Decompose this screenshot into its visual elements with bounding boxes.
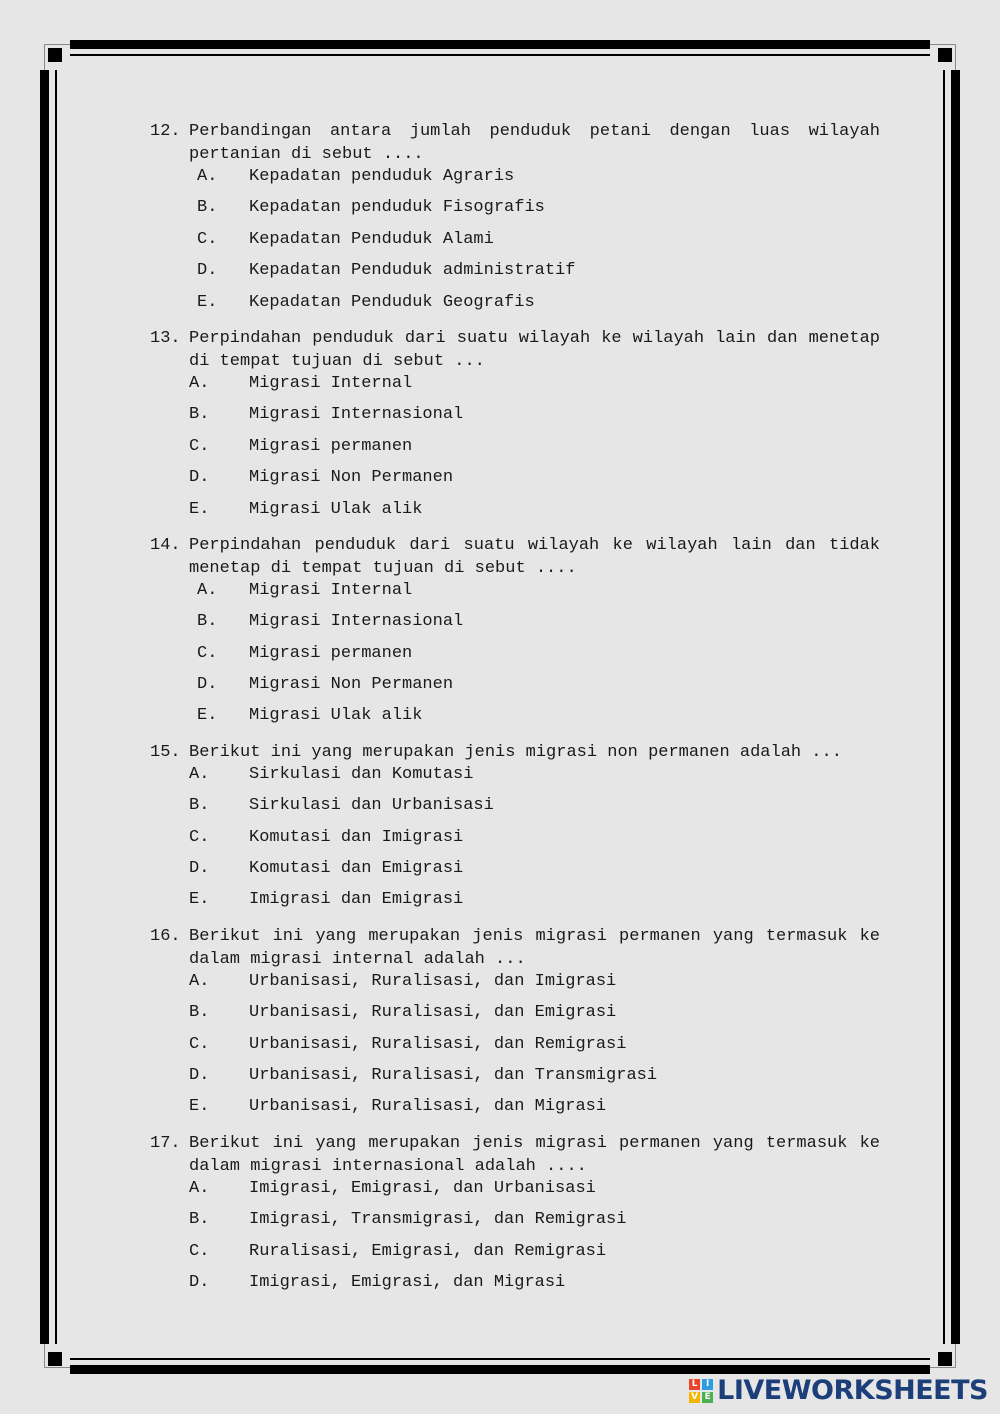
question-17 (150, 1132, 880, 1304)
option-text: Kepadatan penduduk Fisografis (249, 198, 545, 218)
option-text: Migrasi Non Permanen (249, 468, 454, 488)
question-number: 13. (150, 328, 181, 348)
page-border-inner-top (70, 54, 930, 56)
option-letter: E. (189, 499, 210, 519)
option-d (197, 674, 880, 705)
option-letter: E. (197, 292, 218, 312)
option-e (189, 889, 880, 920)
page-border-inner-left (55, 70, 57, 1344)
option-b (189, 1002, 880, 1033)
option-text: Kepadatan Penduduk administratif (249, 261, 576, 281)
option-letter: B. (189, 1003, 210, 1023)
question-number: 17. (150, 1133, 181, 1153)
question-text: Berikut ini yang merupakan jenis migrasi permanen yang termasuk ke dalam migrasi internal adalah ... (189, 926, 880, 969)
question-list (150, 120, 880, 1307)
option-text: Imigrasi, Transmigrasi, dan Remigrasi (249, 1210, 627, 1230)
question-text: Perpindahan penduduk dari suatu wilayah ke wilayah lain dan tidak menetap di tempat tujuan di sebut .... (189, 535, 880, 578)
option-text: Migrasi Internasional (249, 405, 464, 425)
option-letter: A. (189, 971, 210, 991)
option-list (150, 373, 880, 530)
question-text: Berikut ini yang merupakan jenis migrasi permanen yang termasuk ke dalam migrasi internasional adalah .... (189, 1133, 880, 1176)
option-letter: C. (189, 827, 210, 847)
option-c (197, 229, 880, 260)
border-corner-top-right (938, 48, 952, 62)
option-d (189, 858, 880, 889)
question-number: 14. (150, 535, 181, 555)
option-letter: B. (189, 796, 210, 816)
liveworksheets-logo-icon (689, 1379, 713, 1403)
logo-tile-v: V (689, 1392, 700, 1403)
option-list (150, 580, 880, 737)
option-text: Migrasi permanen (249, 643, 413, 663)
option-b (189, 1209, 880, 1240)
option-text: Migrasi Ulak alik (249, 706, 423, 726)
option-text: Imigrasi dan Emigrasi (249, 890, 464, 910)
option-a (197, 166, 880, 197)
option-letter: C. (197, 643, 218, 663)
option-text: Sirkulasi dan Komutasi (249, 764, 474, 784)
option-text: Migrasi Internasional (249, 612, 464, 632)
option-a (189, 971, 880, 1002)
option-letter: B. (197, 612, 218, 632)
option-text: Kepadatan Penduduk Alami (249, 229, 494, 249)
option-e (189, 499, 880, 530)
option-letter: D. (189, 468, 210, 488)
option-text: Komutasi dan Imigrasi (249, 827, 464, 847)
option-letter: C. (189, 1241, 210, 1261)
option-letter: C. (189, 1034, 210, 1054)
option-letter: A. (189, 764, 210, 784)
option-letter: E. (189, 890, 210, 910)
option-c (189, 1034, 880, 1065)
border-corner-bottom-right (938, 1352, 952, 1366)
option-e (197, 292, 880, 323)
question-text: Perpindahan penduduk dari suatu wilayah ke wilayah lain dan menetap di tempat tujuan di sebut ... (189, 328, 880, 371)
border-corner-top-left (48, 48, 62, 62)
option-text: Urbanisasi, Ruralisasi, dan Emigrasi (249, 1003, 617, 1023)
option-d (189, 1065, 880, 1096)
option-letter: E. (189, 1097, 210, 1117)
option-list (150, 166, 880, 323)
option-d (189, 467, 880, 498)
option-text: Kepadatan Penduduk Geografis (249, 292, 535, 312)
option-letter: D. (197, 261, 218, 281)
question-text: Perbandingan antara jumlah penduduk petani dengan luas wilayah pertanian di sebut .... (189, 122, 880, 164)
option-letter: C. (197, 229, 218, 249)
question-14 (150, 534, 880, 737)
option-text: Komutasi dan Emigrasi (249, 859, 464, 879)
option-letter: A. (189, 373, 210, 393)
option-letter: D. (189, 859, 210, 879)
option-letter: A. (197, 167, 218, 186)
option-letter: D. (189, 1065, 210, 1085)
option-letter: D. (189, 1272, 210, 1292)
page-border-inner-right (943, 70, 945, 1344)
option-letter: E. (197, 706, 218, 726)
option-list (150, 1178, 880, 1304)
option-list (150, 764, 880, 921)
option-text: Migrasi Internal (249, 580, 413, 600)
option-list (150, 971, 880, 1128)
watermark-text: LIVEWORKSHEETS (717, 1375, 988, 1406)
option-letter: D. (197, 675, 218, 695)
option-text: Urbanisasi, Ruralisasi, dan Transmigrasi (249, 1065, 658, 1085)
option-c (197, 643, 880, 674)
option-d (197, 260, 880, 291)
option-text: Imigrasi, Emigrasi, dan Migrasi (249, 1272, 566, 1292)
liveworksheets-watermark (689, 1375, 988, 1406)
option-text: Migrasi Internal (249, 373, 413, 393)
page-border-left (40, 70, 49, 1344)
option-a (189, 1178, 880, 1209)
option-letter: B. (189, 1210, 210, 1230)
option-text: Sirkulasi dan Urbanisasi (249, 796, 494, 816)
question-number: 12. (150, 122, 181, 141)
question-16 (150, 925, 880, 1128)
question-13 (150, 327, 880, 530)
option-e (189, 1096, 880, 1127)
option-text: Migrasi permanen (249, 436, 413, 456)
question-15 (150, 741, 880, 921)
option-a (197, 580, 880, 611)
option-c (189, 436, 880, 467)
option-text: Migrasi Ulak alik (249, 499, 423, 519)
page-border-bottom (70, 1365, 930, 1374)
logo-tile-i: I (702, 1379, 713, 1390)
logo-tile-l: L (689, 1379, 700, 1390)
option-b (197, 611, 880, 642)
question-12 (150, 120, 880, 323)
option-text: Imigrasi, Emigrasi, dan Urbanisasi (249, 1178, 596, 1198)
option-b (197, 197, 880, 228)
question-number: 16. (150, 926, 181, 946)
option-text: Kepadatan penduduk Agraris (249, 167, 515, 186)
option-c (189, 827, 880, 858)
option-letter: B. (197, 198, 218, 218)
option-d (189, 1272, 880, 1303)
option-letter: B. (189, 405, 210, 425)
option-text: Urbanisasi, Ruralisasi, dan Remigrasi (249, 1034, 627, 1054)
option-a (189, 764, 880, 795)
option-text: Migrasi Non Permanen (249, 675, 454, 695)
option-b (189, 404, 880, 435)
option-c (189, 1241, 880, 1272)
option-letter: A. (189, 1178, 210, 1198)
option-b (189, 795, 880, 826)
option-text: Urbanisasi, Ruralisasi, dan Imigrasi (249, 971, 617, 991)
option-letter: C. (189, 436, 210, 456)
logo-tile-e: E (702, 1392, 713, 1403)
border-corner-bottom-left (48, 1352, 62, 1366)
page-border-inner-bottom (70, 1358, 930, 1360)
page-border-top (70, 40, 930, 49)
page-border-right (951, 70, 960, 1344)
option-text: Ruralisasi, Emigrasi, dan Remigrasi (249, 1241, 607, 1261)
question-text: Berikut ini yang merupakan jenis migrasi non permanen adalah ... (189, 742, 842, 762)
option-text: Urbanisasi, Ruralisasi, dan Migrasi (249, 1097, 607, 1117)
question-number: 15. (150, 742, 181, 762)
option-e (197, 705, 880, 736)
option-letter: A. (197, 580, 218, 600)
option-a (189, 373, 880, 404)
